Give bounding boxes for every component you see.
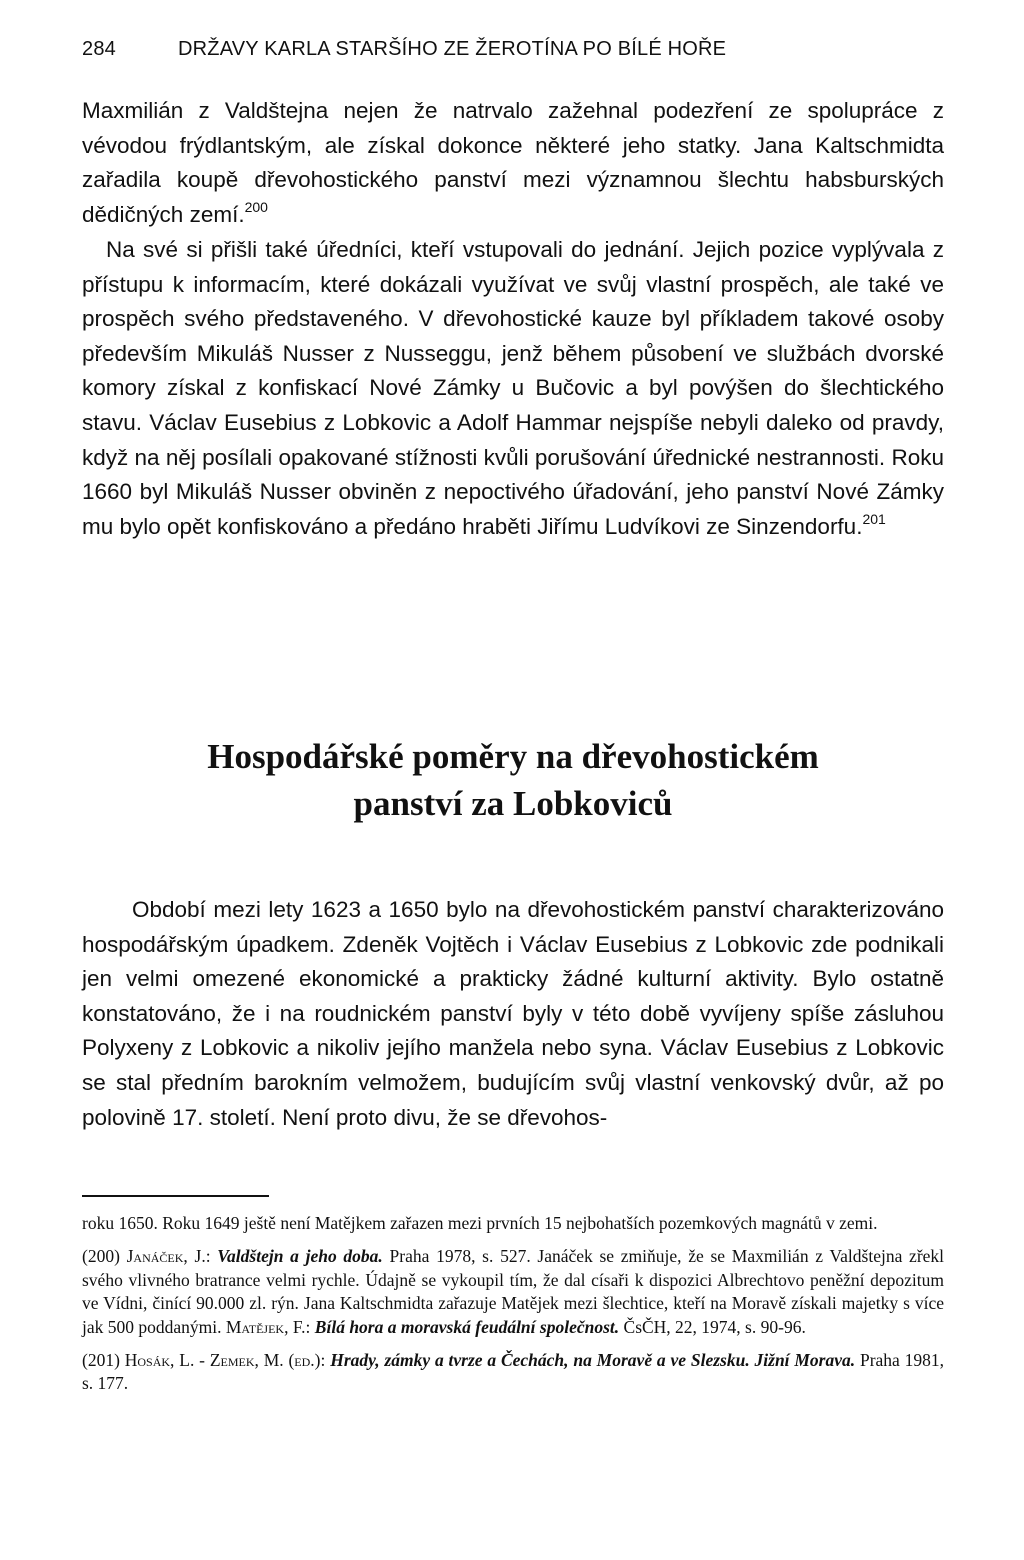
paragraph-1-text: Maxmilián z Valdštejna nejen že natrvalo zažehnal podezření ze spolupráce z vévodou frýdlantským, ale získal dokonce některé jeho statky. Jana Kaltschmidta zařadila koupě dřevohostického panství mezi významnou šlechtu habsburských dědičných zemí. (82, 98, 944, 227)
footnote-continued: roku 1650. Roku 1649 ještě není Matějkem zařazen mezi prvních 15 nejbohatších pozemkových magnátů v zemi. (82, 1213, 878, 1233)
paragraph-3 (82, 893, 944, 1135)
footnote-divider (82, 1195, 269, 1197)
paragraph-3-text: Období mezi lety 1623 a 1650 bylo na dřevohostickém panství charakterizováno hospodářským úpadkem. Zdeněk Vojtěch i Václav Eusebius z Lobkovic zde podnikali jen velmi omezené ekonomické a prakticky žádné kulturní aktivity. Bylo ostatně konstatováno, že i na roudnickém panství byly v této době vyvíjeny spíše zásluhou Polyxeny z Lobkovic a nikoliv jejího manžela nebo syna. Václav Eusebius z Lobkovic se stal předním barokním velmožem, budujícím svůj vlastní venkovský dvůr, až po polovině 17. století. Není proto divu, že se dřevohos- (82, 897, 944, 1130)
footnote-200-title-2: Bílá hora a moravská feudální společnost. (314, 1316, 620, 1337)
footnote-ref-200[interactable]: 200 (244, 198, 268, 215)
footnote-201-number: (201) (82, 1350, 120, 1371)
footnote-200 (82, 1245, 944, 1339)
paragraph-2 (82, 233, 944, 544)
footnote-201-text: Praha 1981, s. 177. (82, 1350, 945, 1394)
section-heading (82, 733, 944, 827)
running-title: DRŽAVY KARLA STARŠÍHO ZE ŽEROTÍNA PO BÍLÉ HOŘE (178, 38, 727, 60)
paragraph-2-text: Na své si přišli také úředníci, kteří vstupovali do jednání. Jejich pozice vyplývala z přístupu k informacím, které dokázali využívat ve svůj vlastní prospěch, ale také ve prospěch svého představeného. V dřevohostické kauze byl příkladem takové osoby především Mikuláš Nusser z Nusseggu, jenž během působení ve službách dvorské komory získal z konfiskací Nové Zámky u Bučovic a byl povýšen do šlechtického stavu. Václav Eusebius z Lobkovic a Adolf Hammar nejspíše nebyli daleko od pravdy, když na něj posílali opakované stížnosti kvůli porušování úřednické nestrannosti. Roku 1660 byl Mikuláš Nusser obviněn z nepoctivého úřadování, jeho panství Nové Zámky mu bylo opět konfiskováno a předáno hraběti Jiřímu Ludvíkovi ze Sinzendorfu. (82, 237, 944, 539)
footnote-200-author-2: Matějek, F.: (225, 1316, 311, 1337)
footnote-200-number: (200) (82, 1246, 120, 1267)
footnote-201-author: Hosák, L. - Zemek, M. (ed.): (124, 1350, 326, 1371)
footnote-200-title: Valdštejn a jeho doba. (217, 1246, 383, 1267)
running-header (82, 38, 944, 68)
section-heading-line-1: Hospodářské poměry na dřevohostickém (207, 737, 819, 776)
paragraph-1 (82, 94, 944, 232)
footnote-200-text: Praha 1978, s. 527. Janáček se zmiňuje, že se Maxmilián z Valdštejna zřekl svého vlivného bratrance velmi rychle. Údajně se vykoupil tím, že dal císaři k dispozici Albrechtovo peněžní depozitum ve Vídni, činící 90.000 zl. rýn. Jana Kaltschmidta zařazuje Matějek mezi šlechtice, kteří na Moravě získali majetky s více jak 500 poddanými. (82, 1246, 945, 1337)
footnote-201-title: Hrady, zámky a tvrze a Čechách, na Moravě a ve Slezsku. Jižní Morava. (330, 1350, 856, 1371)
footnote-ref-201[interactable]: 201 (862, 510, 886, 527)
footnotes (82, 1212, 944, 1406)
footnote-200-author: Janáček, J.: (126, 1246, 211, 1267)
footnote-200-text-2: ČsČH, 22, 1974, s. 90-96. (623, 1316, 806, 1337)
footnote-201 (82, 1349, 944, 1396)
page-number: 284 (82, 38, 116, 60)
section-heading-line-2: panství za Lobkoviců (353, 784, 673, 823)
